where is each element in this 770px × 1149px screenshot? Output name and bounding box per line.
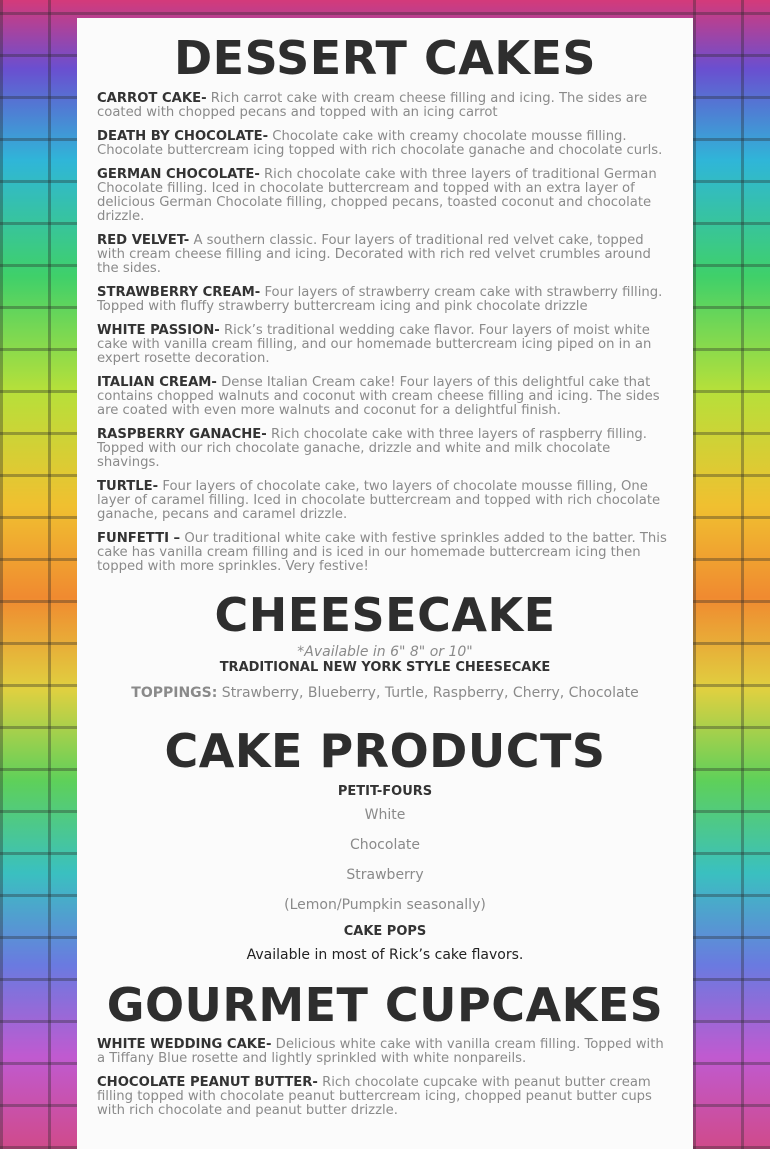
item-name: CHOCOLATE PEANUT BUTTER- <box>97 1075 318 1090</box>
item-desc: Rick’s traditional wedding cake flavor. Four layers of moist white cake with vanilla cream filling, and our homemade buttercream icing piped on in an expert rosette decoration. <box>97 323 652 366</box>
cake-products-heading: CAKE PRODUCTS <box>164 724 606 778</box>
item-name: RASPBERRY GANACHE- <box>97 427 267 442</box>
item-name: TURTLE- <box>97 479 159 494</box>
item-name: DEATH BY CHOCOLATE- <box>97 129 269 144</box>
cupcakes-list <box>97 1038 673 1118</box>
item-desc: Four layers of chocolate cake, two layers of chocolate mousse filling, One layer of caramel filling. Iced in chocolate buttercream and topped with rich chocolate ganache, pecans and caramel drizzle. <box>97 479 661 522</box>
menu-panel <box>77 18 693 1149</box>
item-desc: Rich chocolate cake with three layers of traditional German Chocolate filling. Iced in chocolate buttercream and topped with an extra layer of delicious German Chocolate filling, chopped pecans, toasted coconut and chocolate drizzle. <box>97 167 657 224</box>
item-desc: Rich chocolate cake with three layers of raspberry filling. Topped with our rich chocolate ganache, drizzle and white and milk chocolate shavings. <box>97 427 647 470</box>
list-item <box>97 130 673 158</box>
item-name: STRAWBERRY CREAM- <box>97 285 261 300</box>
list-item <box>97 1038 673 1066</box>
list-item <box>97 234 673 276</box>
item-name: RED VELVET- <box>97 233 190 248</box>
brick-wall-right <box>693 0 770 1149</box>
item-desc: Dense Italian Cream cake! Four layers of this delightful cake that contains chopped walnuts and coconut with cream cheese filling and icing. The sides are coated with even more walnuts and coconut for a delightful finish. <box>97 375 660 418</box>
cheesecake-heading: CHEESECAKE <box>214 588 556 642</box>
item-name: ITALIAN CREAM- <box>97 375 217 390</box>
petit-fours-title: PETIT-FOURS <box>337 784 433 799</box>
item-desc: Chocolate cake with creamy chocolate mousse filling. Chocolate buttercream icing topped with rich chocolate ganache and chocolate curls. <box>97 129 663 158</box>
item-desc: Our traditional white cake with festive sprinkles added to the batter. This cake has vanilla cream filling and is iced in our homemade buttercream icing then topped with more sprinkles. Very festive! <box>97 531 667 574</box>
list-item <box>97 1076 673 1118</box>
list-item <box>97 168 673 224</box>
list-item: Strawberry <box>346 867 424 883</box>
list-item <box>97 532 673 574</box>
toppings-line <box>97 684 673 702</box>
list-item <box>97 92 673 120</box>
item-name: CARROT CAKE- <box>97 91 207 106</box>
item-name: WHITE PASSION- <box>97 323 220 338</box>
size-note: *Available in 6" 8" or 10" <box>297 644 473 660</box>
cheesecake-subtitle: TRADITIONAL NEW YORK STYLE CHEESECAKE <box>219 660 551 675</box>
item-desc: A southern classic. Four layers of traditional red velvet cake, topped with cream cheese filling and icing. Decorated with rich red velvet crumbles around the sides. <box>97 233 651 276</box>
item-desc: Rich carrot cake with cream cheese filling and icing. The sides are coated with chopped pecans and topped with an icing carrot <box>97 91 648 120</box>
dessert-cakes-heading: DESSERT CAKES <box>173 31 597 85</box>
list-item: (Lemon/Pumpkin seasonally) <box>284 897 486 913</box>
list-item <box>97 376 673 418</box>
list-item <box>97 428 673 470</box>
item-desc: Four layers of strawberry cream cake with strawberry filling. Topped with fluffy strawberry buttercream icing and pink chocolate drizzle <box>97 285 663 314</box>
gourmet-cupcakes-heading: GOURMET CUPCAKES <box>106 978 664 1032</box>
item-desc: Rich chocolate cupcake with peanut butter cream filling topped with chocolate peanut buttercream icing, chopped peanut butter cups with rich chocolate and peanut butter drizzle. <box>97 1075 652 1118</box>
item-name: FUNFETTI – <box>97 531 181 546</box>
list-item <box>97 324 673 366</box>
item-name: GERMAN CHOCOLATE- <box>97 167 260 182</box>
item-name: WHITE WEDDING CAKE- <box>97 1037 272 1052</box>
list-item: White <box>364 807 406 823</box>
cake-pops-title: CAKE POPS <box>343 924 427 939</box>
dessert-cakes-list <box>97 92 673 574</box>
brick-wall-left <box>0 0 77 1149</box>
list-item <box>97 480 673 522</box>
toppings-list: Strawberry, Blueberry, Turtle, Raspberry, Cherry, Chocolate <box>217 685 639 701</box>
list-item <box>97 286 673 314</box>
toppings-label: TOPPINGS: <box>131 685 218 701</box>
list-item: Chocolate <box>349 837 421 853</box>
cake-pops-text: Available in most of Rick’s cake flavors. <box>246 947 524 963</box>
item-desc: Delicious white cake with vanilla cream filling. Topped with a Tiffany Blue rosette and lightly sprinkled with white nonpareils. <box>97 1037 664 1066</box>
